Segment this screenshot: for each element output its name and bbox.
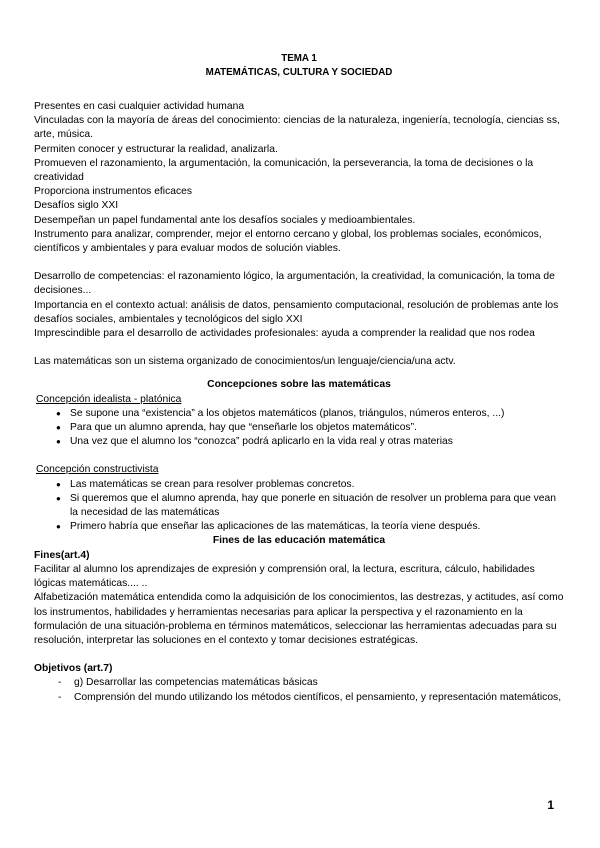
objetivos-heading: Objetivos (art.7): [34, 663, 113, 675]
document-page: [34, 52, 564, 705]
document-title: MATEMÁTICAS, CULTURA Y SOCIEDAD: [205, 67, 393, 78]
list-item: ● Si queremos que el alumno aprenda, hay que ponerle en situación de resolver un problema para que vean la necesidad de las matemáticas: [56, 492, 564, 520]
intro-section: [34, 100, 564, 256]
competencias-line: Desarrollo de competencias: el razonamiento lógico, la argumentación, la creatividad, la comunicación, la toma de decisiones...: [34, 271, 555, 297]
intro-line: Desempeñan un papel fundamental ante los desafíos sociales y medioambientales.: [34, 214, 416, 226]
fines-paragraph: Facilitar al alumno los aprendizajes de expresión y comprensión oral, la lectura, escritura, cálculo, habilidades lógicas matemáticas.... ..: [34, 563, 535, 590]
intro-line: Vinculadas con la mayoría de áreas del conocimiento: ciencias de la naturaleza, ingeniería, tecnología, ciencias ss, arte, música.: [34, 115, 560, 141]
intro-line: Promueven el razonamiento, la argumentación, la comunicación, la perseverancia, la toma de decisiones o la creatividad: [34, 157, 534, 184]
page-number: 1: [547, 798, 554, 812]
constructivista-label: Concepción constructivista: [36, 464, 159, 476]
competencias-section: [34, 270, 564, 341]
list-item: ● Se supone una “existencia” a los objetos matemáticos (planos, triángulos, números enteros, ...): [56, 407, 564, 421]
definition-line: Las matemáticas son un sistema organizado de conocimientos/un lenguaje/ciencia/una actv.: [34, 356, 456, 368]
list-item: ● Una vez que el alumno los “conozca” podrá aplicarlo en la vida real y otras materias: [56, 435, 564, 449]
list-item: ● Para que un alumno aprenda, hay que “enseñarle los objetos matemáticos”.: [56, 421, 564, 435]
idealista-list: [34, 407, 564, 450]
idealista-label: Concepción idealista - platónica: [36, 393, 182, 405]
topic-number: TEMA 1: [281, 53, 317, 64]
intro-line: Permiten conocer y estructurar la realidad, analizarla.: [34, 143, 278, 155]
competencias-line: Importancia en el contexto actual: análisis de datos, pensamiento computacional, resolución de problemas ante los desafíos sociales, ambientales y tecnológicos del siglo XXI: [34, 299, 559, 325]
objetivos-list: [34, 676, 564, 704]
list-item: ● Las matemáticas se crean para resolver problemas concretos.: [56, 478, 564, 492]
intro-line: Presentes en casi cualquier actividad humana: [34, 101, 245, 112]
fines-subheading: Fines(art.4): [34, 549, 90, 561]
intro-line: Desafíos siglo XXI: [34, 200, 119, 212]
fines-paragraph: Alfabetización matemática entendida como la adquisición de los conocimientos, las destrezas, y actitudes, así como los instrumentos, habilidades y herramientas necesarias para aplicar la perspectiva y el razonamiento en la formulación de una situación-problema en términos matemáticos, seleccionar las herramientas adecuadas para su resolución, interpretar las soluciones en el contexto y tomar decisiones estratégicas.: [34, 592, 564, 646]
list-item: - g) Desarrollar las competencias matemáticas básicas: [58, 676, 564, 690]
competencias-line: Imprescindible para el desarrollo de actividades profesionales: ayuda a comprender la realidad que nos rodea: [34, 328, 535, 340]
constructivista-list: [34, 478, 564, 535]
intro-line: Proporciona instrumentos eficaces: [34, 186, 192, 198]
concepciones-heading: Concepciones sobre las matemáticas: [207, 379, 391, 391]
list-item: - Comprensión del mundo utilizando los métodos científicos, el pensamiento, y representación matemáticos,: [58, 691, 564, 705]
list-item: ● Primero habría que enseñar las aplicaciones de las matemáticas, la teoría viene después.: [56, 520, 564, 534]
fines-heading: Fines de las educación matemática: [212, 535, 386, 547]
intro-line: Instrumento para analizar, comprender, mejor el entorno cercano y global, los problemas sociales, económicos, científicos y ambientales y para evaluar modos de solución viables.: [34, 228, 542, 255]
